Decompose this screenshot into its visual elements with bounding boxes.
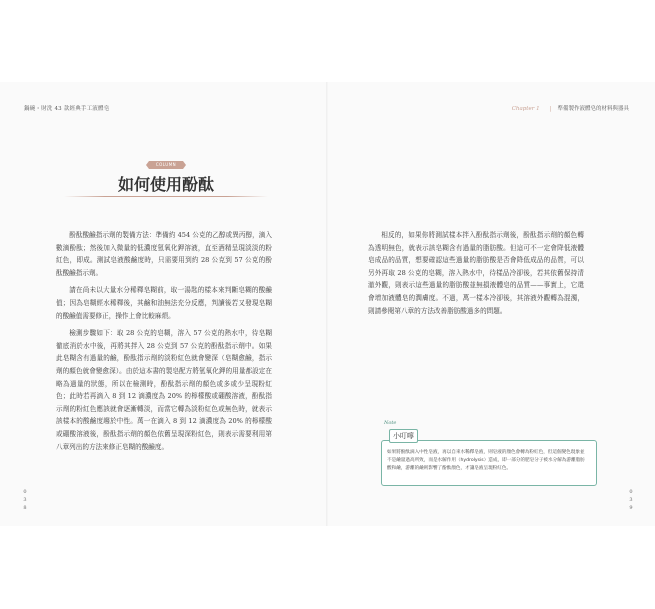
section-title: 如何使用酚酞 xyxy=(117,175,214,194)
note-label: 小叮嚀 xyxy=(389,429,418,443)
right-body-text xyxy=(368,229,584,322)
book-gutter xyxy=(326,82,328,526)
running-header-left: 鍋碗・財洗 43 款經典手工液體皂 xyxy=(24,106,110,112)
chapter-label: Chapter 1 xyxy=(511,106,540,112)
page-number-left xyxy=(22,488,28,512)
paragraph: 請在尚未以大量水分稀釋皂糊前，取一湯匙的樣本來判斷皂糊的酸鹼值；因為皂糊經水稀釋後，其鹼和油無法充分反應，判讀後若又發現皂糊的酸鹼值需要修正，操作上會比較麻煩。 xyxy=(56,286,272,320)
page-digit: 8 xyxy=(23,505,27,511)
page-digit: 3 xyxy=(629,497,633,503)
note-script-label: Note xyxy=(384,420,397,426)
chapter-title: 準備製作液體皂的材料與器具 xyxy=(557,106,629,112)
paragraph: 相反的，如果你將測試樣本拌入酚酞指示劑後，酚酞指示劑的顏色轉為透明無色，就表示該皂糊含有過量的脂肪酸。但這可不一定會降低液體皂成品的品質，想要確認這些過量的脂肪酸是否會降低成品的品質，可以另外再取 28 公克的皂糊，溶入熱水中，待樣品冷卻後，若其依舊保持清澈外觀，則表示這些過量的脂肪酸並無損液體皂的品質——事實上，它還會增加液體皂的潤膚度。不過，萬一樣本冷卻後，其溶液外觀轉為混濁，則請參閱第八章的方法改善脂肪酸過多的問題。 xyxy=(368,231,584,315)
page-digit: 0 xyxy=(629,489,633,495)
page-digit: 3 xyxy=(23,497,27,503)
page-digit: 9 xyxy=(629,505,633,511)
page-digit: 0 xyxy=(23,489,27,495)
left-body-text xyxy=(56,229,272,458)
running-header-right xyxy=(512,104,629,112)
header-separator: | xyxy=(549,106,552,112)
note-text: 如果將酚酞滴入中性皂液，再以自來水稀釋皂液，則皂液的顏色會轉為粉紅色，但這個變色現象並不是鹼量過高所致，而是水解作用（hydrolysis）造成，即一部分的肥皂分子被水分解為游離脂肪酸和鹼，游離的鹼則影響了酚酞顏色，才讓皂液呈現粉紅色。 xyxy=(387,450,585,471)
paragraph: 檢測步驟如下：取 28 公克的皂糊，溶入 57 公克的熱水中，待皂糊徹底消於水中後，再將其拌入 28 公克到 57 公克的酚酞指示劑中。如果此皂糊含有過量的鹼，酚酞指示劑的淡粉紅色就會變深（皂糊愈鹼，指示劑的顏色就會變愈深）。由於這本書的製皂配方將氫氧化鉀的用量都設定在略為過量的狀態，所以在檢測時，酚酞指示劑的顏色或多或少呈現粉紅色；此時若再滴入 8 到 12 滴濃度為 20% 的檸檬酸或硼酸溶液，酚酞指示劑的粉紅色應該就會逐漸轉淡，而當它轉為淡粉紅色或無色時，就表示該樣本的酸鹼度趨於中性。萬一在滴入 8 到 12 滴濃度為 20% 的檸檬酸或硼酸溶液後，酚酞指示劑的顏色依舊呈現深粉紅色，則表示需要利用第八章列出的方法來修正皂糊的酸鹼度。 xyxy=(56,329,272,451)
paragraph: 酚酞酸鹼指示劑的製備方法：準備約 454 公克的乙醇或異丙醇，滴入數滴酚酞；然後加入微量的低濃度氫氧化鉀溶液，直至酒精呈現淡淡的粉紅色，即成。測試皂液酸鹼度時，只需要用到約 28 公克到 57 公克的酚酞酸鹼指示劑。 xyxy=(56,231,272,277)
page-number-right xyxy=(628,488,634,512)
column-badge-label: COLUMN xyxy=(155,162,177,167)
title-divider xyxy=(64,196,268,197)
